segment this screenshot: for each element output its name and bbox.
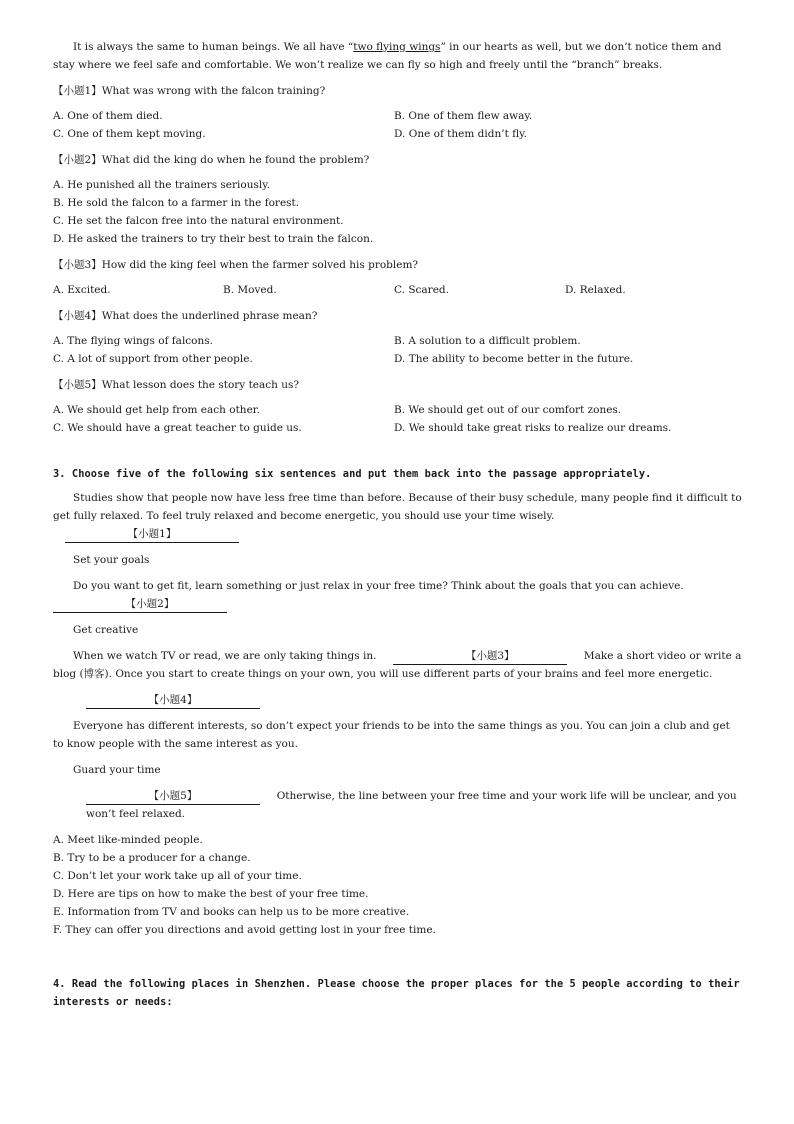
option-b[interactable]: B. Moved. (223, 284, 277, 296)
question-3-options (53, 281, 743, 299)
option-c[interactable]: C. He set the falcon free into the natural environment. (53, 215, 344, 227)
option-d[interactable]: D. One of them didn’t fly. (394, 128, 528, 140)
paragraph-goals-text: Do you want to get fit, learn something or just relax in your free time? Think about the goals that you can achieve. (73, 580, 684, 592)
blank-5[interactable]: 【小题5】 (86, 788, 260, 805)
question-2-options (53, 176, 743, 248)
option-b[interactable]: B. We should get out of our comfort zones. (394, 404, 622, 416)
choice-e[interactable]: E. Information from TV and books can help us to be more creative. (53, 906, 410, 918)
question-3 (53, 256, 743, 274)
section-3-intro: Studies show that people now have less free time than before. Because of their busy schedule, many people find it difficult to get fully relaxed. To feel truly relaxed and become energetic, you should use your time wisely. (53, 492, 742, 522)
sentence-choices (53, 831, 743, 939)
choice-b[interactable]: B. Try to be a producer for a change. (53, 852, 251, 864)
subheading-set-goals: Set your goals (73, 554, 150, 566)
choice-f[interactable]: F. They can offer you directions and avoid getting lost in your free time. (53, 924, 436, 936)
option-a[interactable]: A. He punished all the trainers seriously. (53, 179, 271, 191)
closing-text-before: It is always the same to human beings. We all have “ (73, 41, 354, 53)
question-text: What did the king do when he found the problem? (101, 154, 370, 166)
option-b[interactable]: B. A solution to a difficult problem. (394, 335, 581, 347)
question-text: How did the king feel when the farmer solved his problem? (101, 259, 419, 271)
question-text: What does the underlined phrase mean? (101, 310, 318, 322)
option-d[interactable]: D. Relaxed. (565, 284, 626, 296)
blank-3[interactable]: 【小题3】 (393, 648, 567, 665)
option-a[interactable]: A. One of them died. (53, 110, 163, 122)
blank-1-line (53, 525, 743, 543)
blank-1[interactable]: 【小题1】 (65, 526, 239, 543)
blank-2[interactable]: 【小题2】 (53, 596, 227, 613)
option-d[interactable]: D. He asked the trainers to try their best to train the falcon. (53, 233, 374, 245)
choice-a[interactable]: A. Meet like-minded people. (53, 834, 203, 846)
blank-4-line (53, 691, 743, 709)
section-3-heading: 3. Choose five of the following six sentences and put them back into the passage appropriately. (53, 468, 652, 480)
question-text: What lesson does the story teach us? (101, 379, 300, 391)
option-b[interactable]: B. One of them flew away. (394, 110, 533, 122)
question-5-options (53, 401, 743, 437)
question-5 (53, 376, 743, 394)
question-label: 【小题5】 (53, 379, 102, 391)
paragraph-creative-text-after: Make a short video or write a blog (博客). Once you start to create things on your own, you will use different parts of your brains and feel more energetic. (53, 650, 742, 680)
option-a[interactable]: A. Excited. (53, 284, 111, 296)
question-4-options (53, 332, 743, 368)
option-d[interactable]: D. The ability to become better in the future. (394, 353, 634, 365)
paragraph-goals (53, 577, 743, 613)
option-c[interactable]: C. A lot of support from other people. (53, 353, 253, 365)
paragraph-creative-text-before: When we watch TV or read, we are only taking things in. (73, 650, 377, 662)
closing-text-after: ” in our hearts as well, but we don’t notice them and stay where we feel safe and comfortable. We won’t realize we can fly so high and freely until the “branch” breaks. (53, 41, 722, 71)
subheading-guard-time: Guard your time (73, 764, 161, 776)
underlined-phrase: two flying wings (353, 41, 441, 53)
blank-4[interactable]: 【小题4】 (86, 692, 260, 709)
paragraph-interests: Everyone has different interests, so don’t expect your friends to be into the same things as you. You can join a club and get to know people with the same interest as you. (53, 720, 730, 750)
passage-closing-paragraph (53, 38, 743, 74)
paragraph-guard (53, 787, 743, 823)
choice-d[interactable]: D. Here are tips on how to make the best of your free time. (53, 888, 369, 900)
exam-page (53, 38, 743, 1011)
section-4-heading: 4. Read the following places in Shenzhen. Please choose the proper places for the 5 people according to their interests or needs: (53, 978, 740, 1008)
option-c[interactable]: C. We should have a great teacher to guide us. (53, 422, 302, 434)
option-c[interactable]: C. Scared. (394, 284, 449, 296)
paragraph-guard-text: Otherwise, the line between your free time and your work life will be unclear, and you won’t feel relaxed. (86, 790, 737, 820)
question-1-options (53, 107, 743, 143)
option-c[interactable]: C. One of them kept moving. (53, 128, 206, 140)
option-d[interactable]: D. We should take great risks to realize our dreams. (394, 422, 672, 434)
subheading-get-creative: Get creative (73, 624, 139, 636)
option-a[interactable]: A. We should get help from each other. (53, 404, 260, 416)
question-label: 【小题1】 (53, 85, 102, 97)
choice-c[interactable]: C. Don’t let your work take up all of your time. (53, 870, 302, 882)
option-a[interactable]: A. The flying wings of falcons. (53, 335, 213, 347)
question-label: 【小题2】 (53, 154, 102, 166)
paragraph-creative (53, 647, 743, 683)
question-label: 【小题3】 (53, 259, 102, 271)
question-2 (53, 151, 743, 169)
question-1 (53, 82, 743, 100)
question-4 (53, 307, 743, 325)
option-b[interactable]: B. He sold the falcon to a farmer in the forest. (53, 197, 300, 209)
question-text: What was wrong with the falcon training? (101, 85, 326, 97)
question-label: 【小题4】 (53, 310, 102, 322)
